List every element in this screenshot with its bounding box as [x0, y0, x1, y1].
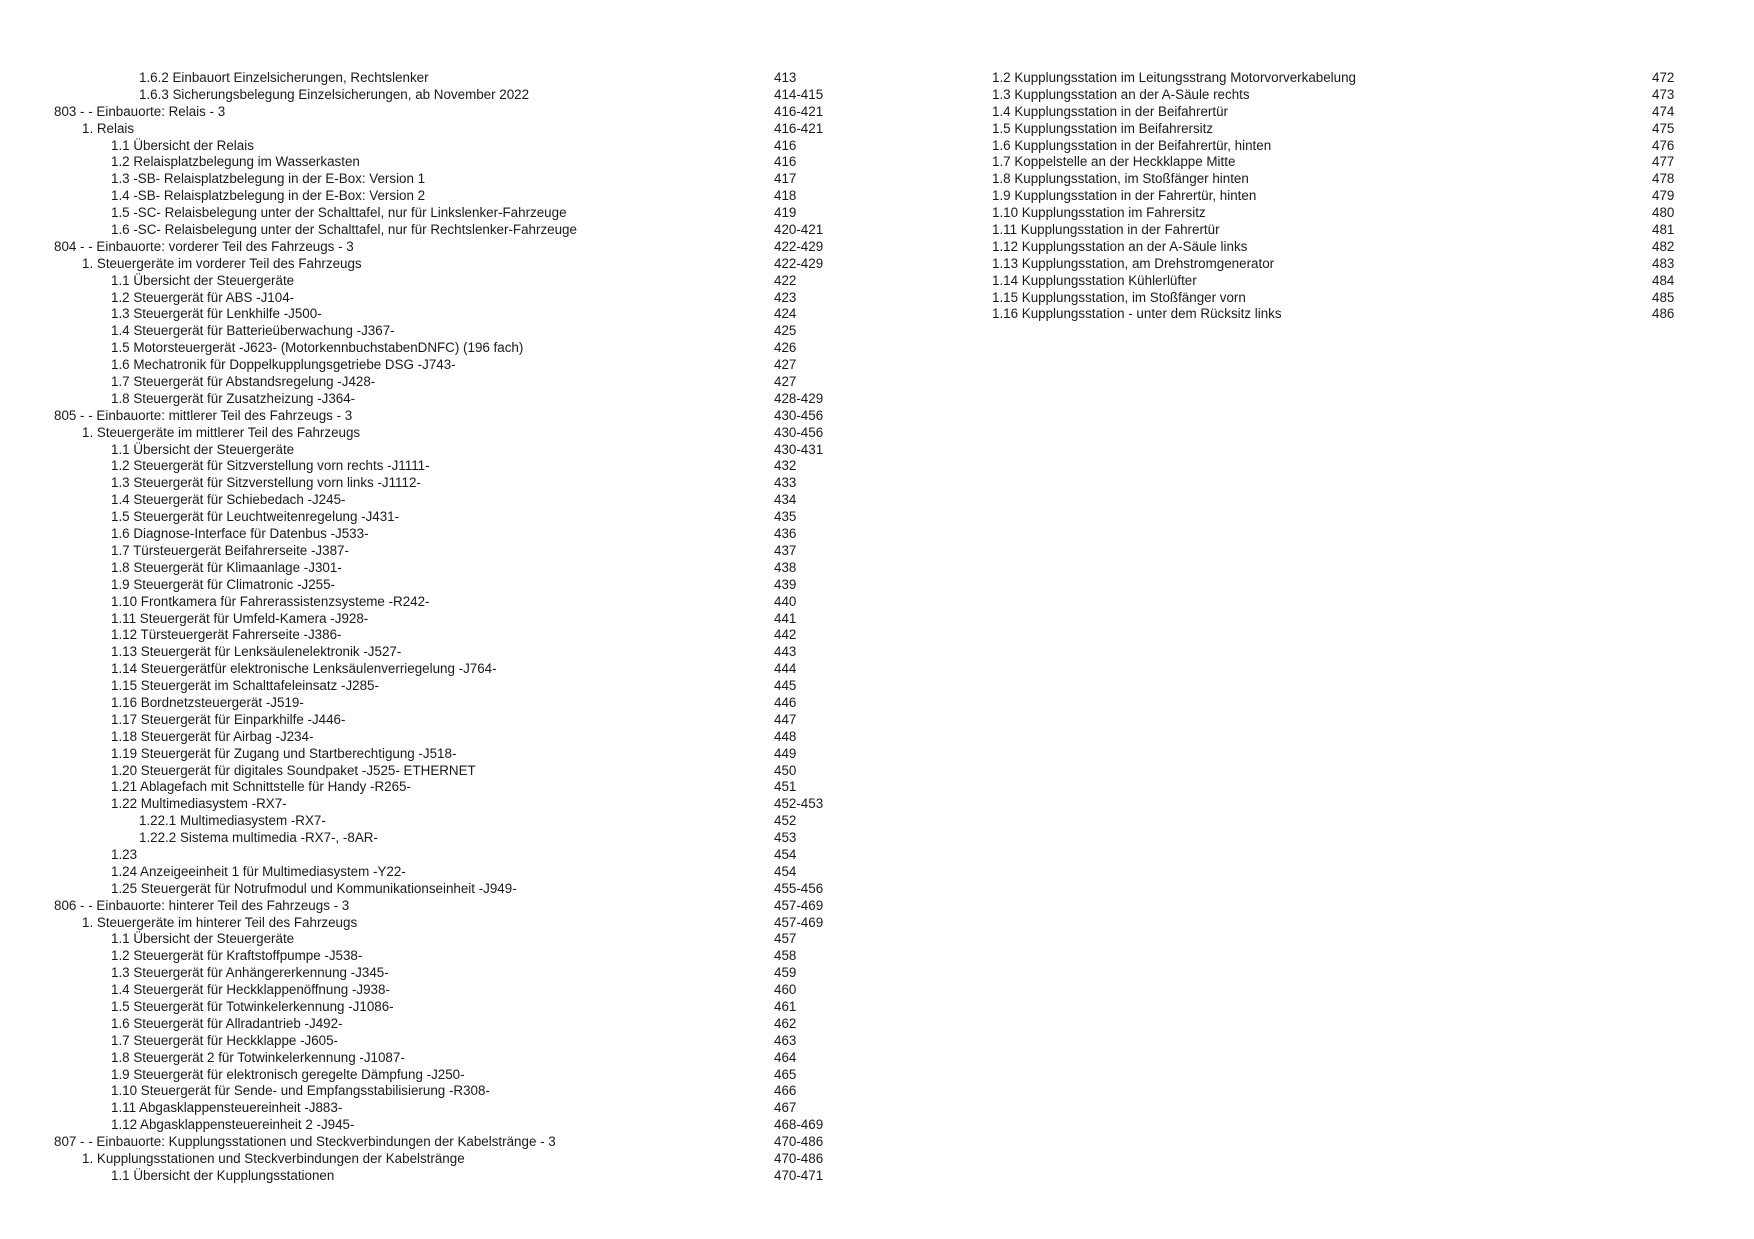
- toc-entry[interactable]: [54, 425, 834, 442]
- toc-entry[interactable]: [54, 239, 834, 256]
- toc-entry-page: 448: [774, 728, 797, 744]
- toc-entry-page: 447: [774, 711, 797, 727]
- toc-entry-title: 1.23: [111, 846, 138, 862]
- toc-entry-title: 1.5 Steuergerät für Totwinkelerkennung -J1086-: [111, 998, 394, 1014]
- toc-entry-title: 1.15 Steuergerät im Schalttafeleinsatz -J285-: [111, 678, 379, 694]
- toc-entry[interactable]: [54, 948, 834, 965]
- toc-entry[interactable]: [54, 374, 834, 391]
- toc-entry-title: 1.3 -SB- Relaisplatzbelegung in der E-Box: Version 1: [111, 171, 426, 187]
- toc-entry-title: 1.8 Steuergerät für Zusatzheizung -J364-: [111, 390, 356, 406]
- toc-entry[interactable]: [54, 357, 834, 374]
- toc-entry-title: 1.10 Frontkamera für Fahrerassistenzsysteme -R242-: [111, 593, 430, 609]
- toc-entry-page: 466: [774, 1083, 797, 1099]
- toc-entry[interactable]: [992, 273, 1692, 290]
- toc-entry[interactable]: [54, 306, 834, 323]
- toc-entry[interactable]: [54, 442, 834, 459]
- toc-entry-title: 1.1 Übersicht der Steuergeräte: [111, 272, 295, 288]
- toc-entry[interactable]: [54, 340, 834, 357]
- toc-entry[interactable]: [54, 999, 834, 1016]
- toc-entry-title: 1.4 Kupplungsstation in der Beifahrertür: [992, 103, 1228, 119]
- toc-entry-page: 470-471: [774, 1167, 824, 1183]
- toc-entry-page: 474: [1652, 103, 1675, 119]
- toc-entry[interactable]: [992, 70, 1692, 87]
- toc-entry[interactable]: [992, 222, 1692, 239]
- toc-entry-title: 1.3 Steuergerät für Sitzverstellung vorn links -J1112-: [111, 475, 421, 491]
- toc-entry-page: 484: [1652, 272, 1675, 288]
- toc-entry-title: 1.5 Steuergerät für Leuchtweitenregelung -J431-: [111, 509, 400, 525]
- toc-entry-page: 483: [1652, 255, 1675, 271]
- toc-entry-page: 428-429: [774, 390, 824, 406]
- toc-entry-page: 423: [774, 289, 797, 305]
- toc-entry[interactable]: [54, 830, 834, 847]
- toc-entry-title: 1.2 Relaisplatzbelegung im Wasserkasten: [111, 154, 360, 170]
- toc-entry-title: 1.4 -SB- Relaisplatzbelegung in der E-Box: Version 2: [111, 188, 426, 204]
- toc-entry-title: 805 - - Einbauorte: mittlerer Teil des Fahrzeugs - 3: [54, 407, 353, 423]
- toc-right-column: [992, 70, 1692, 323]
- toc-entry-page: 424: [774, 306, 797, 322]
- toc-entry-title: 1.1 Übersicht der Relais: [111, 137, 254, 153]
- toc-entry-title: 1.12 Abgasklappensteuereinheit 2 -J945-: [111, 1117, 355, 1133]
- toc-entry-page: 450: [774, 762, 797, 778]
- toc-entry-title: 1.8 Steuergerät für Klimaanlage -J301-: [111, 559, 342, 575]
- toc-entry-page: 463: [774, 1032, 797, 1048]
- toc-entry-title: 1. Relais: [82, 120, 135, 136]
- toc-entry-page: 427: [774, 357, 797, 373]
- toc-entry-page: 430-456: [774, 407, 824, 423]
- toc-entry[interactable]: [54, 1168, 834, 1185]
- toc-entry-page: 425: [774, 323, 797, 339]
- toc-entry-title: 1.6 -SC- Relaisbelegung unter der Schalttafel, nur für Rechtslenker-Fahrzeuge: [111, 222, 577, 238]
- toc-entry[interactable]: [54, 492, 834, 509]
- toc-entry-title: 1.14 Kupplungsstation Kühlerlüfter: [992, 272, 1197, 288]
- toc-entry-page: 416-421: [774, 103, 824, 119]
- toc-entry-title: 1.7 Steuergerät für Heckklappe -J605-: [111, 1032, 339, 1048]
- toc-entry-page: 467: [774, 1100, 797, 1116]
- toc-entry-page: 430-431: [774, 441, 824, 457]
- toc-entry-title: 1.11 Abgasklappensteuereinheit -J883-: [111, 1100, 343, 1116]
- toc-entry[interactable]: [54, 138, 834, 155]
- toc-entry-page: 432: [774, 458, 797, 474]
- toc-entry-page: 434: [774, 492, 797, 508]
- toc-entry-page: 458: [774, 948, 797, 964]
- toc-entry-page: 436: [774, 526, 797, 542]
- toc-entry-page: 457-469: [774, 897, 824, 913]
- toc-entry[interactable]: [54, 931, 834, 948]
- toc-entry[interactable]: [54, 87, 834, 104]
- toc-entry-title: 1.6.3 Sicherungsbelegung Einzelsicherungen, ab November 2022: [139, 86, 530, 102]
- toc-entry[interactable]: [992, 290, 1692, 307]
- toc-entry-title: 1.22 Multimediasystem -RX7-: [111, 796, 287, 812]
- toc-entry-title: 1.22.2 Sistema multimedia -RX7-, -8AR-: [139, 830, 378, 846]
- toc-entry-page: 476: [1652, 137, 1675, 153]
- toc-entry-page: 433: [774, 475, 797, 491]
- toc-entry[interactable]: [54, 1067, 834, 1084]
- toc-entry-page: 459: [774, 965, 797, 981]
- toc-entry-page: 452-453: [774, 796, 824, 812]
- toc-left-column: [54, 70, 834, 1185]
- toc-entry[interactable]: [54, 847, 834, 864]
- toc-entry-page: 420-421: [774, 222, 824, 238]
- toc-entry[interactable]: [54, 121, 834, 138]
- toc-entry-page: 457: [774, 931, 797, 947]
- toc-entry-title: 1.18 Steuergerät für Airbag -J234-: [111, 728, 314, 744]
- toc-entry-title: 1.1 Übersicht der Steuergeräte: [111, 931, 295, 947]
- toc-entry[interactable]: [992, 138, 1692, 155]
- toc-entry[interactable]: [992, 121, 1692, 138]
- toc-entry-page: 416-421: [774, 120, 824, 136]
- toc-entry-title: 1.4 Steuergerät für Schiebedach -J245-: [111, 492, 346, 508]
- toc-entry-page: 457-469: [774, 914, 824, 930]
- toc-entry-page: 437: [774, 542, 797, 558]
- toc-entry-page: 478: [1652, 171, 1675, 187]
- toc-entry-title: 1.10 Kupplungsstation im Fahrersitz: [992, 205, 1206, 221]
- toc-entry-page: 438: [774, 559, 797, 575]
- toc-entry-title: 1. Steuergeräte im mittlerer Teil des Fahrzeugs: [82, 424, 361, 440]
- toc-entry-page: 427: [774, 374, 797, 390]
- toc-entry-title: 1.9 Steuergerät für Climatronic -J255-: [111, 576, 336, 592]
- toc-entry[interactable]: [54, 273, 834, 290]
- toc-entry[interactable]: [54, 712, 834, 729]
- toc-entry-title: 804 - - Einbauorte: vorderer Teil des Fahrzeugs - 3: [54, 238, 354, 254]
- toc-entry-page: 414-415: [774, 86, 824, 102]
- toc-entry-page: 482: [1652, 238, 1675, 254]
- toc-entry-title: 1.6 Kupplungsstation in der Beifahrertür, hinten: [992, 137, 1272, 153]
- toc-entry-title: 1.3 Steuergerät für Anhängererkennung -J345-: [111, 965, 389, 981]
- toc-entry-page: 446: [774, 694, 797, 710]
- toc-entry-page: 473: [1652, 86, 1675, 102]
- toc-entry[interactable]: [54, 1033, 834, 1050]
- toc-entry[interactable]: [54, 154, 834, 171]
- toc-entry-title: 1.1 Übersicht der Kupplungsstationen: [111, 1167, 335, 1183]
- toc-entry-title: 1.7 Steuergerät für Abstandsregelung -J428-: [111, 374, 376, 390]
- toc-entry[interactable]: [54, 577, 834, 594]
- toc-entry-title: 1.6 Diagnose-Interface für Datenbus -J533-: [111, 526, 369, 542]
- toc-entry-page: 445: [774, 678, 797, 694]
- toc-entry[interactable]: [54, 256, 834, 273]
- toc-entry[interactable]: [54, 627, 834, 644]
- toc-entry-title: 1.13 Steuergerät für Lenksäulenelektronik -J527-: [111, 644, 402, 660]
- toc-entry-title: 1.4 Steuergerät für Batterieüberwachung -J367-: [111, 323, 395, 339]
- toc-entry-title: 1.8 Kupplungsstation, im Stoßfänger hinten: [992, 171, 1249, 187]
- toc-entry[interactable]: [992, 171, 1692, 188]
- toc-entry[interactable]: [54, 222, 834, 239]
- toc-entry-title: 1.22.1 Multimediasystem -RX7-: [139, 813, 326, 829]
- toc-entry-page: 441: [774, 610, 797, 626]
- toc-entry-page: 461: [774, 998, 797, 1014]
- toc-entry-title: 1.11 Steuergerät für Umfeld-Kamera -J928-: [111, 610, 369, 626]
- toc-entry[interactable]: [54, 796, 834, 813]
- toc-entry[interactable]: [54, 813, 834, 830]
- toc-entry[interactable]: [54, 560, 834, 577]
- toc-entry-title: 1. Steuergeräte im vorderer Teil des Fahrzeugs: [82, 255, 362, 271]
- toc-entry[interactable]: [54, 104, 834, 121]
- toc-entry-page: 452: [774, 813, 797, 829]
- toc-entry[interactable]: [54, 965, 834, 982]
- toc-entry-title: 1.24 Anzeigeeinheit 1 für Multimediasystem -Y22-: [111, 863, 406, 879]
- toc-entry[interactable]: [54, 644, 834, 661]
- toc-entry-page: 453: [774, 830, 797, 846]
- toc-entry[interactable]: [992, 205, 1692, 222]
- toc-entry-page: 464: [774, 1049, 797, 1065]
- toc-entry[interactable]: [54, 1050, 834, 1067]
- toc-entry-title: 807 - - Einbauorte: Kupplungsstationen und Steckverbindungen der Kabelstränge - 3: [54, 1134, 556, 1150]
- toc-entry[interactable]: [54, 729, 834, 746]
- toc-entry-title: 1.4 Steuergerät für Heckklappenöffnung -J938-: [111, 982, 390, 998]
- toc-entry-page: 439: [774, 576, 797, 592]
- toc-entry-page: 417: [774, 171, 797, 187]
- toc-entry-title: 1.13 Kupplungsstation, am Drehstromgenerator: [992, 255, 1275, 271]
- toc-entry-title: 1.12 Kupplungsstation an der A-Säule links: [992, 238, 1248, 254]
- toc-entry-page: 422-429: [774, 238, 824, 254]
- toc-entry-page: 477: [1652, 154, 1675, 170]
- toc-entry[interactable]: [54, 290, 834, 307]
- toc-entry[interactable]: [54, 509, 834, 526]
- toc-entry[interactable]: [54, 1134, 834, 1151]
- toc-entry[interactable]: [54, 881, 834, 898]
- toc-entry-page: 443: [774, 644, 797, 660]
- toc-entry-title: 1.7 Koppelstelle an der Heckklappe Mitte: [992, 154, 1236, 170]
- toc-entry-title: 1.25 Steuergerät für Notrufmodul und Kommunikationseinheit -J949-: [111, 880, 517, 896]
- toc-entry-title: 1.9 Kupplungsstation in der Fahrertür, hinten: [992, 188, 1257, 204]
- toc-entry-page: 465: [774, 1066, 797, 1082]
- toc-entry-title: 1.5 Motorsteuergerät -J623- (MotorkennbuchstabenDNFC) (196 fach): [111, 340, 524, 356]
- toc-entry-page: 470-486: [774, 1151, 824, 1166]
- toc-entry-page: 416: [774, 154, 797, 170]
- toc-entry-page: 430-456: [774, 424, 824, 440]
- toc-entry-page: 440: [774, 593, 797, 609]
- toc-entry-title: 1.2 Steuergerät für ABS -J104-: [111, 289, 295, 305]
- toc-entry[interactable]: [992, 256, 1692, 273]
- toc-entry-page: 454: [774, 863, 797, 879]
- toc-entry-title: 1. Kupplungsstationen und Steckverbindungen der Kabelstränge: [82, 1151, 465, 1166]
- toc-entry-title: 1.21 Ablagefach mit Schnittstelle für Handy -R265-: [111, 779, 411, 795]
- toc-entry-page: 470-486: [774, 1134, 824, 1150]
- toc-entry[interactable]: [54, 695, 834, 712]
- toc-entry[interactable]: [54, 171, 834, 188]
- toc-entry[interactable]: [54, 1151, 834, 1168]
- toc-entry-page: 422: [774, 272, 797, 288]
- toc-entry-title: 1.6.2 Einbauort Einzelsicherungen, Rechtslenker: [139, 70, 429, 85]
- toc-entry-page: 435: [774, 509, 797, 525]
- toc-entry-page: 462: [774, 1015, 797, 1031]
- toc-entry-page: 486: [1652, 306, 1675, 322]
- toc-entry-title: 1.7 Türsteuergerät Beifahrerseite -J387-: [111, 542, 349, 558]
- toc-entry-page: 455-456: [774, 880, 824, 896]
- toc-entry[interactable]: [54, 594, 834, 611]
- toc-entry[interactable]: [992, 154, 1692, 171]
- toc-entry-title: 1.16 Bordnetzsteuergerät -J519-: [111, 694, 304, 710]
- toc-entry-page: 413: [774, 70, 797, 85]
- toc-entry[interactable]: [54, 70, 834, 87]
- toc-entry[interactable]: [54, 661, 834, 678]
- toc-entry-title: 1.2 Kupplungsstation im Leitungsstrang Motorvorverkabelung: [992, 70, 1356, 85]
- toc-entry-title: 1.17 Steuergerät für Einparkhilfe -J446-: [111, 711, 346, 727]
- toc-entry-page: 418: [774, 188, 797, 204]
- toc-entry-title: 1.6 Mechatronik für Doppelkupplungsgetriebe DSG -J743-: [111, 357, 456, 373]
- toc-entry[interactable]: [54, 915, 834, 932]
- toc-entry-title: 1.20 Steuergerät für digitales Soundpaket -J525- ETHERNET: [111, 762, 476, 778]
- toc-entry[interactable]: [54, 864, 834, 881]
- toc-entry-title: 1.15 Kupplungsstation, im Stoßfänger vorn: [992, 289, 1246, 305]
- toc-entry[interactable]: [54, 458, 834, 475]
- toc-entry-title: 1.3 Steuergerät für Lenkhilfe -J500-: [111, 306, 322, 322]
- toc-entry[interactable]: [992, 188, 1692, 205]
- toc-entry[interactable]: [54, 1117, 834, 1134]
- toc-entry[interactable]: [54, 475, 834, 492]
- toc-entry[interactable]: [54, 323, 834, 340]
- toc-entry[interactable]: [54, 982, 834, 999]
- toc-entry-title: 1. Steuergeräte im hinterer Teil des Fahrzeugs: [82, 914, 358, 930]
- toc-entry-page: 444: [774, 661, 797, 677]
- toc-entry-page: 485: [1652, 289, 1675, 305]
- toc-entry[interactable]: [54, 779, 834, 796]
- toc-entry[interactable]: [54, 1100, 834, 1117]
- toc-entry-page: 472: [1652, 70, 1675, 85]
- toc-entry-page: 422-429: [774, 255, 824, 271]
- toc-entry[interactable]: [54, 188, 834, 205]
- toc-entry-page: 454: [774, 846, 797, 862]
- toc-entry-title: 803 - - Einbauorte: Relais - 3: [54, 103, 226, 119]
- toc-entry-title: 1.5 -SC- Relaisbelegung unter der Schalttafel, nur für Linkslenker-Fahrzeuge: [111, 205, 567, 221]
- toc-entry-title: 1.2 Steuergerät für Sitzverstellung vorn rechts -J1111-: [111, 458, 430, 474]
- toc-entry[interactable]: [54, 611, 834, 628]
- toc-entry-title: 1.11 Kupplungsstation in der Fahrertür: [992, 222, 1220, 238]
- toc-entry[interactable]: [54, 678, 834, 695]
- toc-entry-title: 1.9 Steuergerät für elektronisch geregelte Dämpfung -J250-: [111, 1066, 465, 1082]
- toc-entry-title: 1.19 Steuergerät für Zugang und Startberechtigung -J518-: [111, 745, 457, 761]
- toc-entry-title: 1.6 Steuergerät für Allradantrieb -J492-: [111, 1015, 343, 1031]
- toc-entry-page: 479: [1652, 188, 1675, 204]
- toc-entry[interactable]: [54, 391, 834, 408]
- toc-entry-title: 1.12 Türsteuergerät Fahrerseite -J386-: [111, 627, 342, 643]
- toc-entry-title: 1.8 Steuergerät 2 für Totwinkelerkennung -J1087-: [111, 1049, 405, 1065]
- toc-entry[interactable]: [54, 898, 834, 915]
- toc-entry[interactable]: [54, 543, 834, 560]
- toc-entry-title: 1.2 Steuergerät für Kraftstoffpumpe -J538-: [111, 948, 363, 964]
- toc-entry-title: 1.3 Kupplungsstation an der A-Säule rechts: [992, 86, 1250, 102]
- toc-entry-title: 806 - - Einbauorte: hinterer Teil des Fahrzeugs - 3: [54, 897, 350, 913]
- toc-entry-page: 442: [774, 627, 797, 643]
- toc-entry[interactable]: [54, 526, 834, 543]
- toc-entry-page: 480: [1652, 205, 1675, 221]
- toc-entry-page: 426: [774, 340, 797, 356]
- toc-entry-title: 1.1 Übersicht der Steuergeräte: [111, 441, 295, 457]
- toc-entry[interactable]: [54, 746, 834, 763]
- toc-entry-title: 1.16 Kupplungsstation - unter dem Rücksitz links: [992, 306, 1282, 322]
- toc-entry-page: 460: [774, 982, 797, 998]
- toc-entry-page: 416: [774, 137, 797, 153]
- toc-entry[interactable]: [54, 763, 834, 780]
- toc-entry-page: 475: [1652, 120, 1675, 136]
- toc-entry[interactable]: [992, 104, 1692, 121]
- toc-entry-title: 1.14 Steuergerätfür elektronische Lenksäulenverriegelung -J764-: [111, 661, 497, 677]
- toc-entry[interactable]: [54, 205, 834, 222]
- toc-entry-page: 481: [1652, 222, 1675, 238]
- toc-entry[interactable]: [54, 408, 834, 425]
- toc-entry[interactable]: [54, 1016, 834, 1033]
- toc-entry[interactable]: [992, 306, 1692, 323]
- toc-entry-title: 1.5 Kupplungsstation im Beifahrersitz: [992, 120, 1214, 136]
- toc-entry[interactable]: [54, 1083, 834, 1100]
- toc-entry-page: 451: [774, 779, 797, 795]
- toc-entry-page: 419: [774, 205, 797, 221]
- toc-entry-title: 1.10 Steuergerät für Sende- und Empfangsstabilisierung -R308-: [111, 1083, 490, 1099]
- toc-entry-page: 468-469: [774, 1117, 824, 1133]
- toc-entry[interactable]: [992, 239, 1692, 256]
- toc-entry-page: 449: [774, 745, 797, 761]
- toc-entry[interactable]: [992, 87, 1692, 104]
